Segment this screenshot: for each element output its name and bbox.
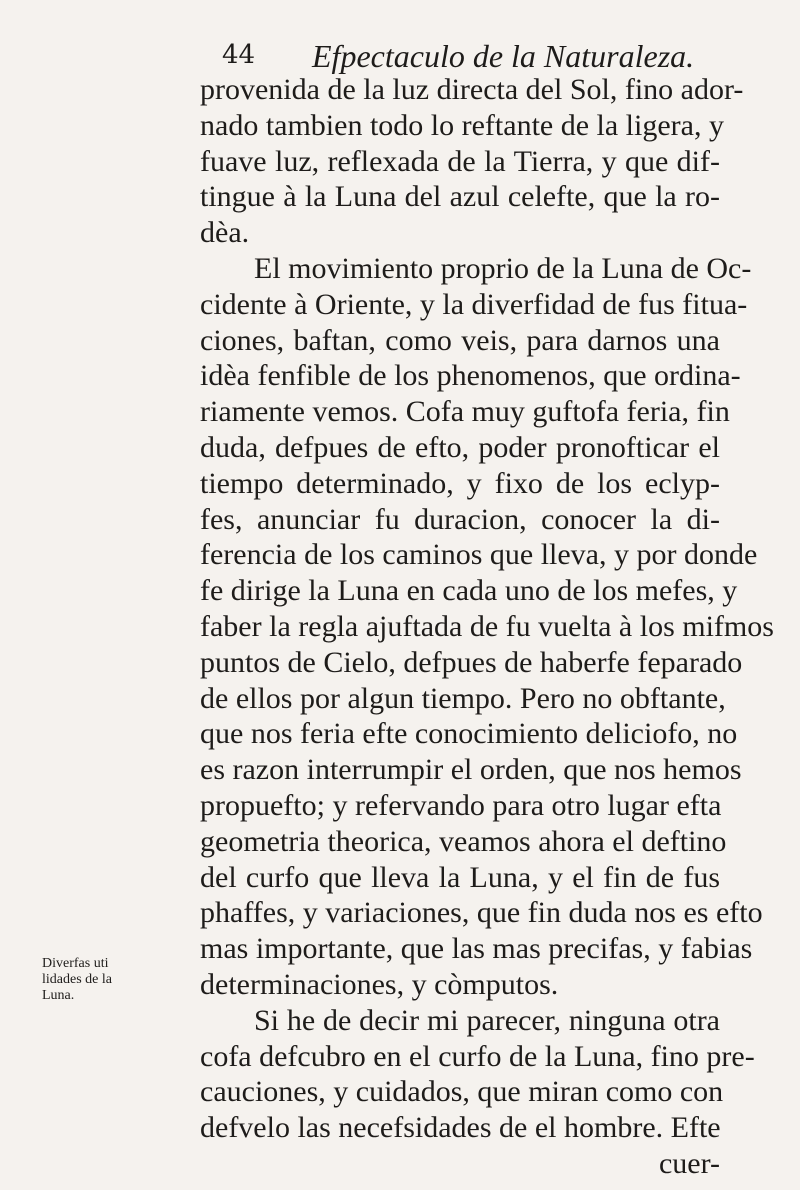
- text-line: cofa defcubro en el curfo de la Luna, fino pre-: [200, 1039, 755, 1073]
- text-line: geometria theorica, veamos ahora el deftino: [200, 824, 727, 858]
- text-line: cauciones, y cuidados, que miran como con: [200, 1075, 724, 1109]
- margin-note-line: lidades de la: [42, 972, 112, 987]
- text-line: El movimiento proprio de la Luna de Oc-: [254, 251, 752, 285]
- text-line: de ellos por algun tiempo. Pero no obftante,: [200, 681, 726, 715]
- text-line: ferencia de los caminos que lleva, y por donde: [200, 538, 758, 572]
- text-line: mas importante, que las mas precifas, y fabias: [200, 932, 753, 966]
- text-line: provenida de la luz directa del Sol, fino ador-: [200, 73, 744, 106]
- text-line: propuefto; y refervando para otro lugar efta: [200, 788, 722, 822]
- text-line: tiempo determinado, y fixo de los eclyp-: [200, 466, 720, 500]
- text-line: phaffes, y variaciones, que fin duda nos es efto: [200, 896, 763, 930]
- margin-note-line: Diverfas uti: [42, 956, 109, 971]
- text-line: que nos feria efte conocimiento deliciofo, no: [200, 717, 738, 751]
- text-line: idèa fenfible de los phenomenos, que ordina-: [200, 359, 741, 393]
- text-line: Si he de decir mi parecer, ninguna otra: [254, 1003, 720, 1037]
- text-line: cidente à Oriente, y la diverfidad de fus fitua-: [200, 287, 748, 321]
- text-line: fes, anunciar fu duracion, conocer la di-: [200, 502, 720, 536]
- text-line: fuave luz, reflexada de la Tierra, y que dif-: [200, 144, 720, 178]
- text-line: duda, defpues de efto, poder pronofticar el: [200, 430, 720, 464]
- catchword: cuer-: [658, 1146, 720, 1180]
- text-line: tingue à la Luna del azul celefte, que la ro-: [200, 180, 720, 214]
- margin-note-line: Luna.: [42, 988, 75, 1003]
- body-text: [200, 72, 774, 1182]
- page-number: 44: [222, 40, 256, 70]
- text-line: del curfo que lleva la Luna, y el fin de fus: [200, 860, 720, 894]
- text-line: puntos de Cielo, defpues de haberfe feparado: [200, 645, 743, 679]
- margin-note: [42, 956, 142, 1004]
- text-line: determinaciones, y còmputos.: [200, 967, 559, 1001]
- text-line: dèa.: [200, 216, 250, 250]
- text-line: riamente vemos. Cofa muy guftofa feria, fin: [200, 395, 730, 429]
- text-line: ciones, baftan, como veis, para darnos una: [200, 323, 720, 357]
- text-line: faber la regla ajuftada de fu vuelta à los mifmos: [200, 609, 774, 643]
- running-title: Efpectaculo de la Naturaleza.: [312, 38, 695, 74]
- text-line: fe dirige la Luna en cada uno de los mefes, y: [200, 574, 738, 608]
- text-line: nado tambien todo lo reftante de la ligera, y: [200, 108, 724, 142]
- text-line: es razon interrumpir el orden, que nos hemos: [200, 753, 742, 787]
- text-line: defvelo las necefsidades de el hombre. Efte: [200, 1111, 721, 1145]
